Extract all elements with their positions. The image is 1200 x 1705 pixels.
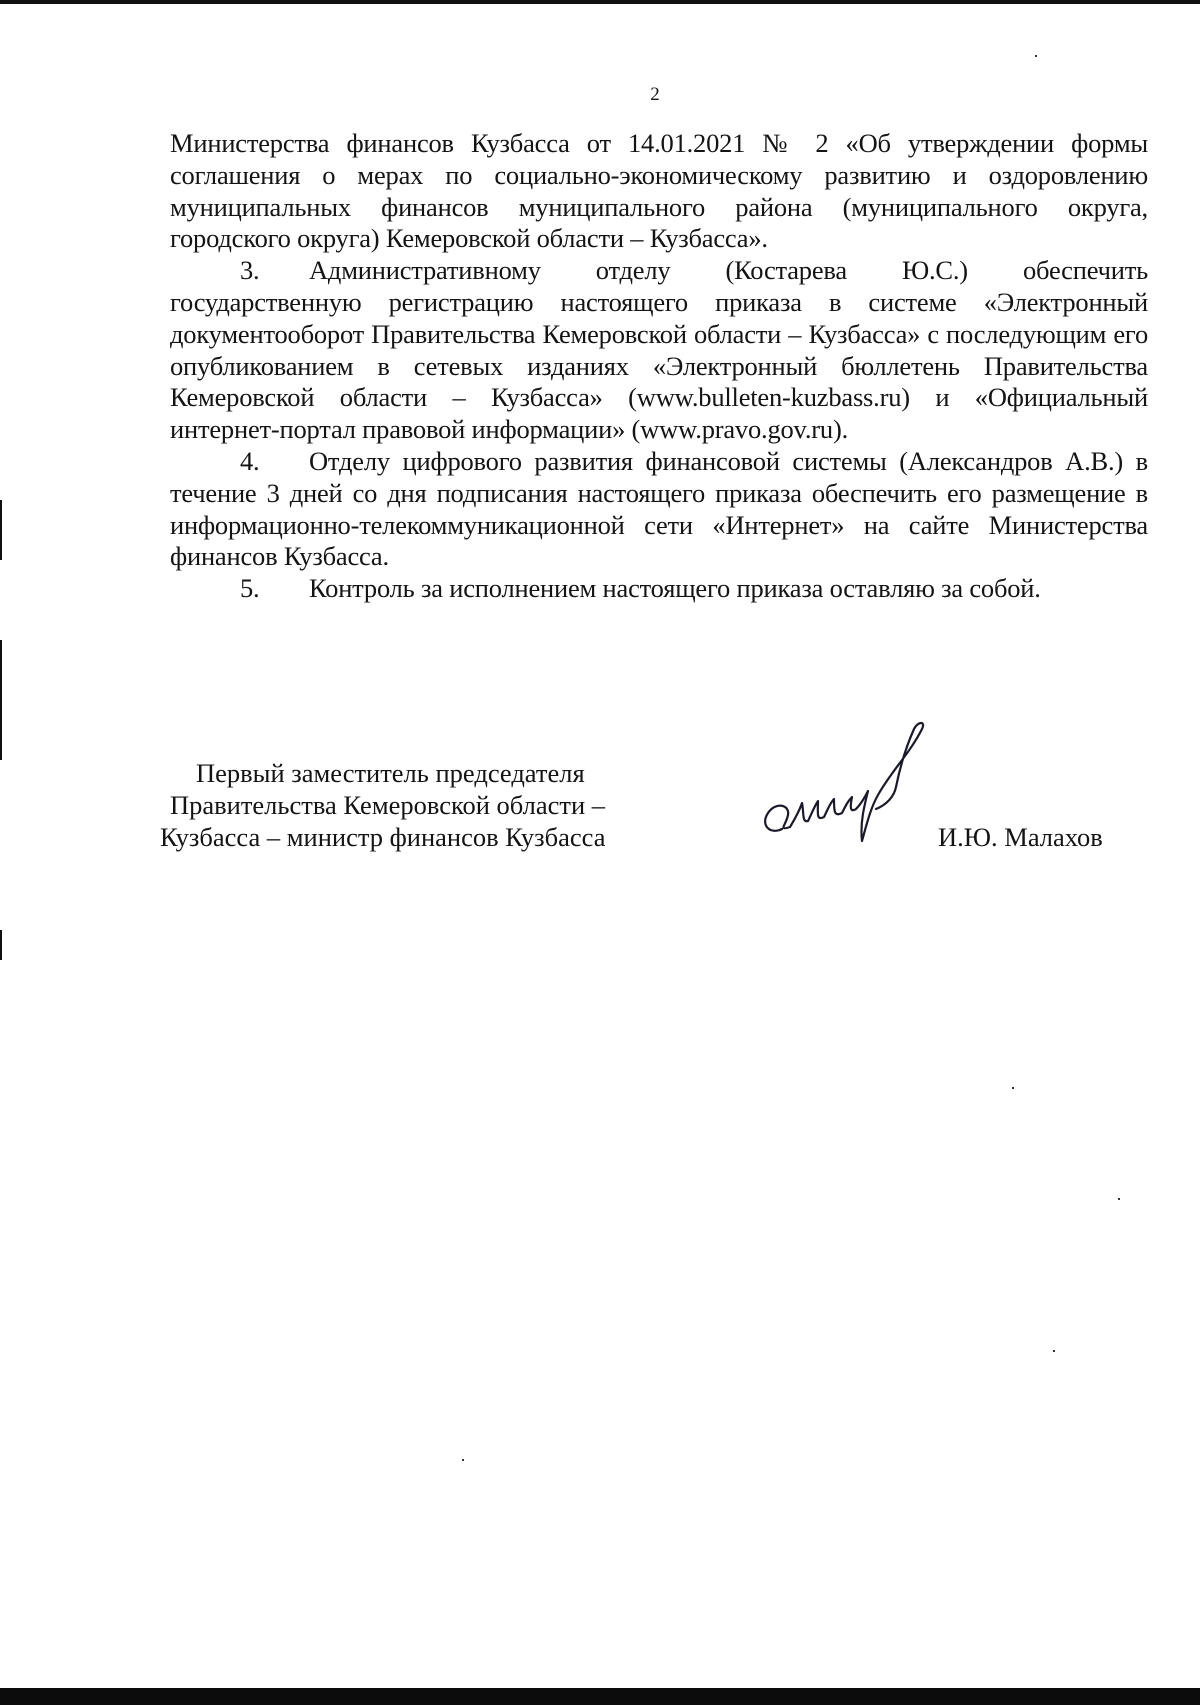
scan-edge-mark [0,500,2,560]
paragraph-text: Отделу цифрового развития финансовой системы (Александров А.В.) в течение 3 дней со дня подписания настоящего приказа обеспечить его размещение в информационно-телекоммуникационной сети «Интернет» на сайте Министерства финансов Кузбасса. [170,445,1148,572]
paragraph-number: 3. [240,255,260,286]
scan-border-bottom [0,1688,1200,1705]
paragraph-number: 5. [240,573,260,604]
scan-speck [1012,1087,1014,1089]
signer-title-line: Кузбасса – министр финансов Кузбасса [160,822,606,852]
paragraph-5 [170,573,1148,605]
paragraph-text: Министерства финансов Кузбасса от 14.01.2021 № 2 «Об утверждении формы соглашения о мерах по социально-экономическому развитию и оздоровлению муниципальных финансов муниципального района (муниципального округа, городского округа) Кемеровской области – Кузбасса». [170,128,1148,254]
paragraph-text: Контроль за исполнением настоящего приказа оставляю за собой. [309,573,1041,604]
handwritten-signature [750,717,960,867]
paragraph-3 [170,255,1148,446]
scan-border-top [0,0,1200,4]
signer-title-line: Правительства Кемеровской области – [170,790,606,820]
page-number: 2 [650,84,660,105]
scan-speck [462,1459,464,1461]
signer-name: И.Ю. Малахов [938,822,1103,852]
scan-speck [1035,55,1037,57]
paragraph-number: 4. [240,445,260,476]
scan-speck [1118,1198,1120,1200]
paragraph-continuation [170,128,1148,255]
scan-speck [1053,1350,1055,1352]
signature-block [160,757,1160,877]
paragraph-text: Административному отделу (Костарева Ю.С.) обеспечить государственную регистрацию настоящего приказа в системе «Электронный документооборот Правительства Кемеровской области – Кузбасса» с последующим его опубликованием в сетевых изданиях «Электронный бюллетень Правительства Кемеровской области – Кузбасса» (www.bulleten-kuzbass.ru) и «Официальный интернет-портал правовой информации» (www.pravo.gov.ru). [170,255,1148,445]
scan-edge-mark [0,930,2,960]
document-body [170,128,1148,605]
paragraph-4 [170,446,1148,573]
signer-title-line: Первый заместитель председателя [196,758,585,788]
scan-edge-mark [0,640,2,760]
